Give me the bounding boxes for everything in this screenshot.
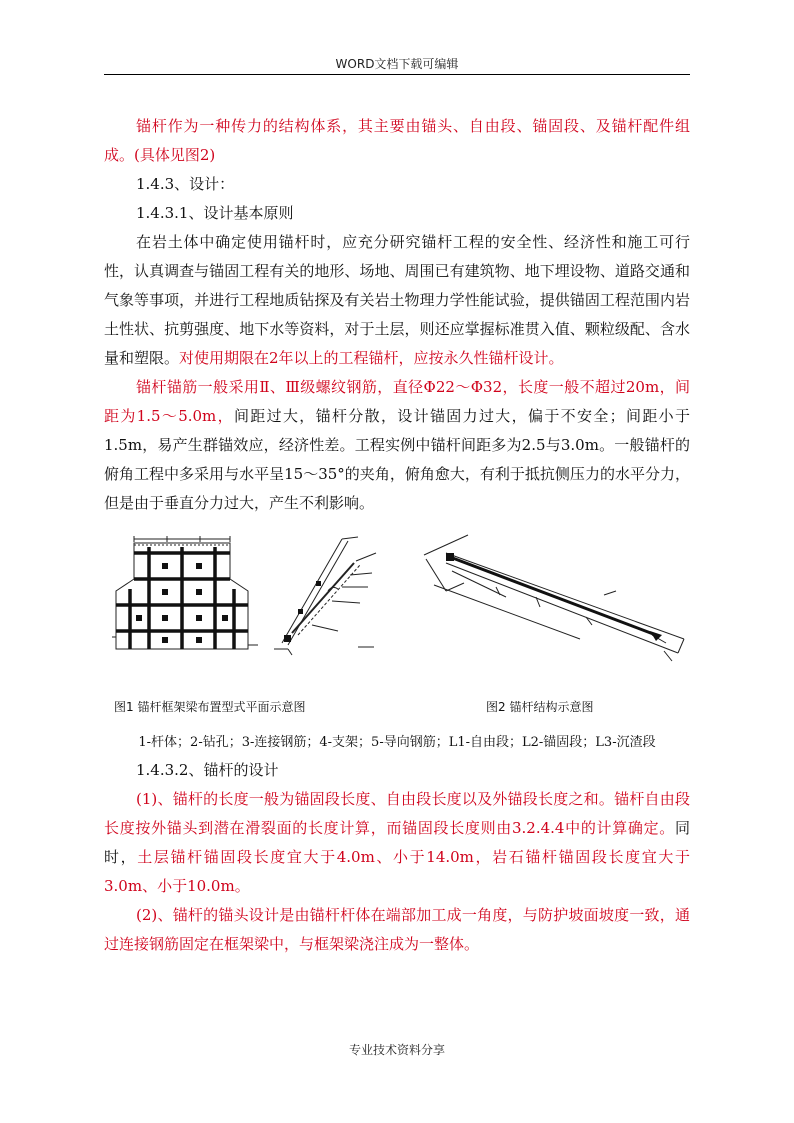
anchor-structure-figure — [416, 531, 696, 663]
text-spacing-notes: 间距过大，锚杆分散，设计锚固力过大，偏于不安全；间距小于1.5m，易产生群锚效应，经济性差。工程实例中锚杆间距多为2.5与3.0m。一般锚杆的俯角工程中多采用与水平呈15～35°的夹角，俯角愈大，有利于抵抗侧压力的水平分力，但是由于垂直分力过大，产生不利影响。 — [104, 407, 690, 512]
section-heading-1-4-3-1: 1.4.3.1、设计基本原则 — [136, 204, 294, 222]
section-heading-1-4-3-2: 1.4.3.2、锚杆的设计 — [136, 761, 279, 779]
figure-2-caption: 图2 锚杆结构示意图 — [486, 700, 594, 714]
document-body — [104, 112, 690, 959]
page-footer: 专业技术资料分享 — [348, 1043, 445, 1057]
paragraph-anchor-spacing — [104, 373, 690, 518]
text-bar-spec: 锚杆锚筋一般采用Ⅱ、Ⅲ级螺纹钢筋，直径Φ22～Φ32，长度一般不超过20m，间距为1.5～5.0m， — [104, 378, 690, 425]
text-design-principles: 在岩土体中确定使用锚杆时，应充分研究锚杆工程的安全性、经济性和施工可行性，认真调查与锚固工程有关的地形、场地、周围已有建筑物、地下埋设物、道路交通和气象等事项，并进行工程地质钻探及有关岩土物理力学性能试验，提供锚固工程范围内岩土性状、抗剪强度、地下水等资料，对于土层，则还应掌握标准贯入值、颗粒级配、含水量和塑限。 — [104, 233, 690, 367]
page-header: WORD文档下载可编辑 — [335, 57, 459, 71]
section-heading-1-4-3: 1.4.3、设计： — [136, 175, 235, 193]
paragraph-anchor-head: (2)、锚杆的锚头设计是由锚杆杆体在端部加工成一角度，与防护坡面坡度一致，通过连接钢筋固定在框架梁中，与框架梁浇注成为一整体。 — [104, 906, 690, 953]
figure-1-caption: 图1 锚杆框架梁布置型式平面示意图 — [114, 700, 306, 714]
figures-row — [104, 531, 690, 727]
text-anchorage-limits: 土层锚杆锚固段长度宜大于4.0m、小于14.0m，岩石锚杆锚固段长度宜大于3.0m、小于10.0m。 — [104, 848, 690, 895]
figure-legend: 1-杆体；2-钻孔；3-连接钢筋；4-支架；5-导向钢筋；L1-自由段；L2-锚固段；L3-沉渣段 — [138, 735, 656, 750]
text-meanwhile: 同时， — [104, 819, 690, 866]
text-permanent-anchor: 对使用期限在2年以上的工程锚杆，应按永久性锚杆设计。 — [179, 349, 564, 367]
header-rule — [104, 74, 690, 75]
paragraph-anchor-length — [104, 785, 690, 901]
paragraph-anchor-composition: 锚杆作为一种传力的结构体系，其主要由锚头、自由段、锚固段、及锚杆配件组成。(具体见图2) — [104, 117, 690, 164]
frame-beam-layout-figure — [112, 531, 272, 657]
text-anchor-length: (1)、锚杆的长度一般为锚固段长度、自由段长度以及外锚段长度之和。锚杆自由段长度按外锚头到潜在滑裂面的长度计算，而锚固段长度则由3.2.4.4中的计算确定。 — [104, 790, 690, 837]
anchor-section-figure — [268, 531, 380, 659]
paragraph-design-principles — [104, 228, 690, 373]
